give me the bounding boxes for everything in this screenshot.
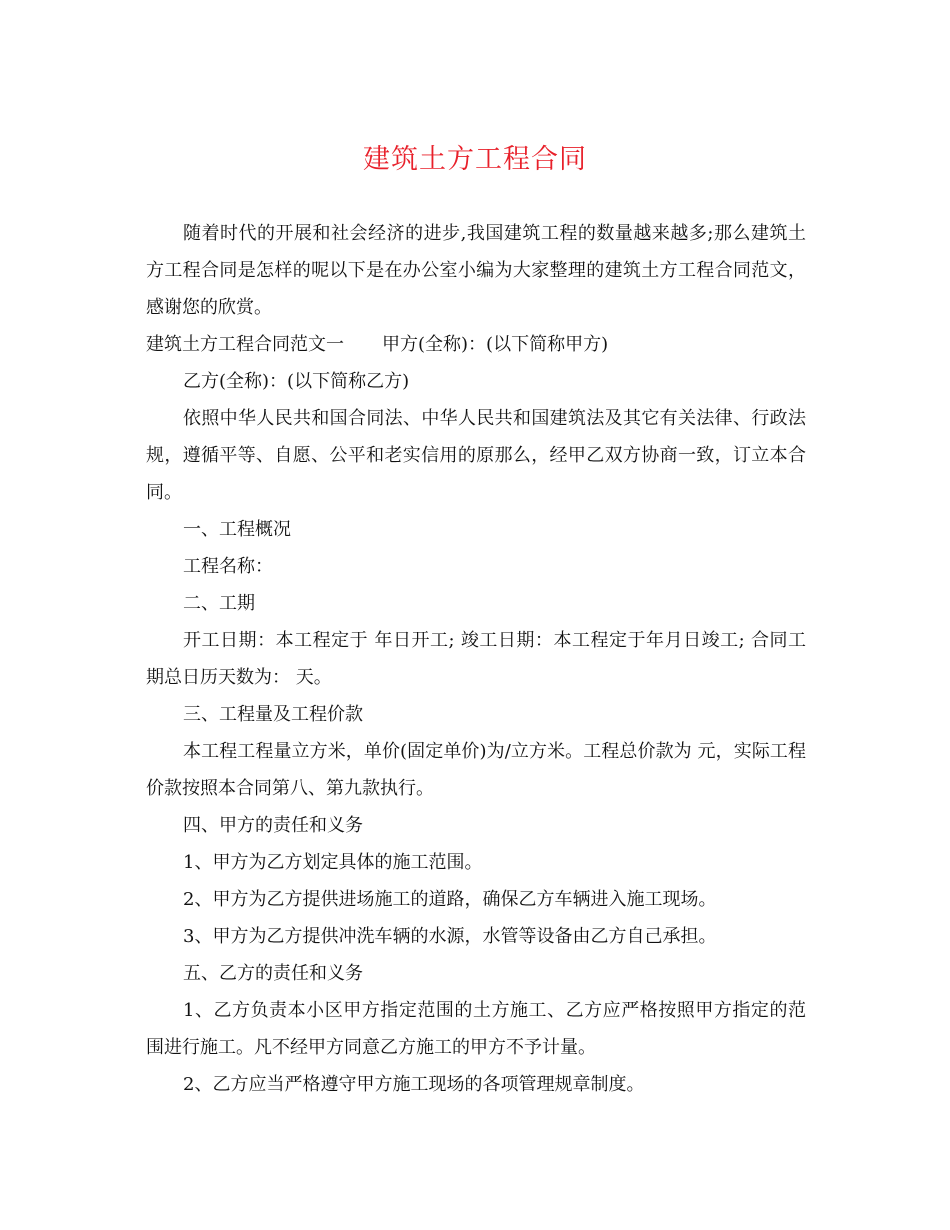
section-2-heading: 二、工期 — [183, 593, 255, 614]
party-a-duty-1: 1、甲方为乙方划定具体的施工范围。 — [183, 852, 483, 873]
party-a-duty-3: 3、甲方为乙方提供冲洗车辆的水源，水管等设备由乙方自己承担。 — [183, 926, 717, 947]
section-1-heading: 一、工程概况 — [183, 519, 291, 540]
party-b-duty-2: 2、乙方应当严格遵守甲方施工现场的各项管理规章制度。 — [183, 1074, 645, 1095]
sample-heading: 建筑土方工程合同范文一 — [146, 334, 344, 355]
party-b-duty-1: 1、乙方负责本小区甲方指定范围的土方施工、乙方应严格按照甲方指定的范围进行施工。凡不经甲方同意乙方施工的甲方不予计量。 — [146, 1000, 806, 1058]
party-a-duty-2: 2、甲方为乙方提供进场施工的道路，确保乙方车辆进入施工现场。 — [183, 889, 717, 910]
section-4-heading: 四、甲方的责任和义务 — [183, 815, 363, 836]
pricing-paragraph: 本工程工程量立方米，单价(固定单价)为/立方米。工程总价款为 元，实际工程价款按照本合同第八、第九款执行。 — [146, 741, 806, 799]
intro-paragraph: 随着时代的开展和社会经济的进步,我国建筑工程的数量越来越多;那么建筑土方工程合同是怎样的呢以下是在办公室小编为大家整理的建筑土方工程合同范文，感谢您的欣赏。 — [146, 223, 806, 318]
section-3-heading: 三、工程量及工程价款 — [183, 704, 363, 725]
party-b-line: 乙方(全称)：(以下简称乙方) — [183, 371, 410, 392]
section-5-heading: 五、乙方的责任和义务 — [183, 963, 363, 984]
preamble-paragraph: 依照中华人民共和国合同法、中华人民共和国建筑法及其它有关法律、行政法规，遵循平等、自愿、公平和老实信用的原那么，经甲乙双方协商一致，订立本合同。 — [146, 408, 806, 503]
schedule-paragraph: 开工日期：本工程定于 年日开工; 竣工日期：本工程定于年月日竣工; 合同工期总日历天数为： 天。 — [146, 630, 806, 688]
party-a-line: 甲方(全称)：(以下简称甲方) — [382, 334, 609, 355]
document-body — [146, 215, 806, 1103]
document-title: 建筑土方工程合同 — [363, 144, 587, 175]
project-name-line: 工程名称： — [183, 556, 273, 577]
sample-heading-line — [146, 326, 806, 363]
